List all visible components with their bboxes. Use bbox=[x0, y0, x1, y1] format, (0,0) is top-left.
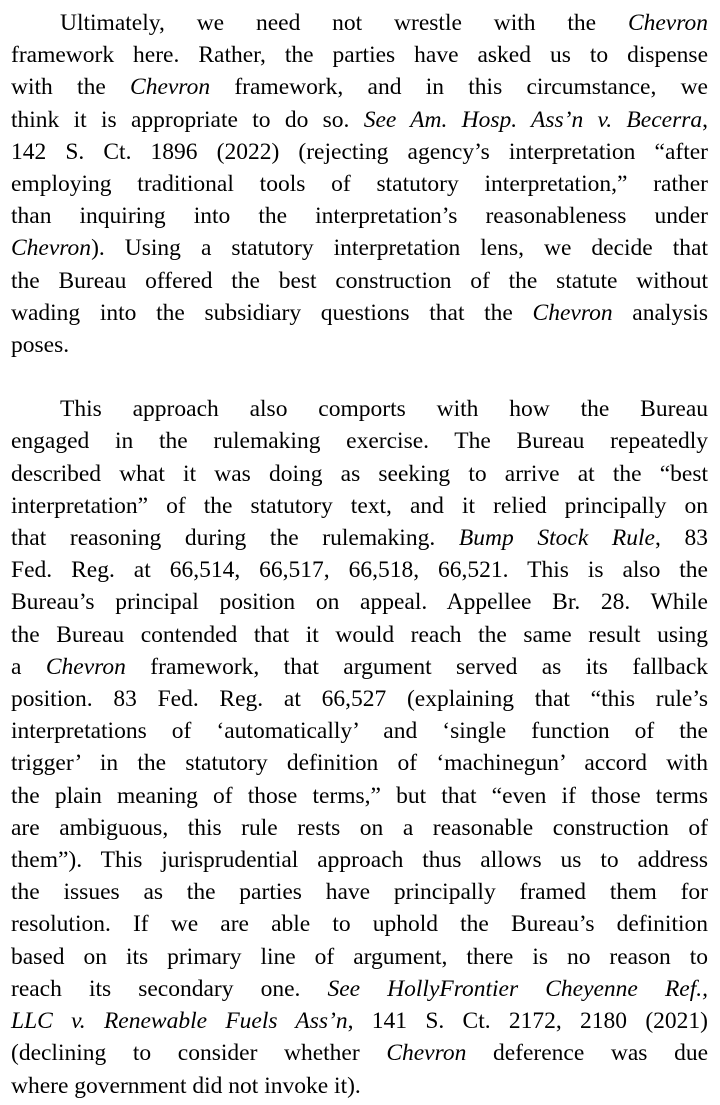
body-text: Bureau’s principal position on appeal. Appellee Br. 28. While bbox=[11, 589, 708, 616]
text-line bbox=[11, 1037, 708, 1069]
body-text: than inquiring into the interpretation’s reasonableness under bbox=[11, 203, 708, 230]
body-text: think it is appropriate to do so. bbox=[11, 106, 364, 133]
body-text: a bbox=[11, 653, 46, 680]
body-text: framework, and in this circumstance, we bbox=[210, 74, 708, 101]
italic-citation-text: LLC v. Renewable Fuels Ass’n bbox=[11, 1008, 348, 1035]
text-line bbox=[11, 683, 708, 715]
italic-citation-text: Chevron bbox=[627, 10, 708, 36]
text-line bbox=[11, 265, 708, 297]
italic-citation-text: Bump Stock Rule bbox=[458, 525, 655, 552]
body-text: that reasoning during the rulemaking. bbox=[11, 525, 459, 552]
body-text: the Bureau contended that it would reach the same result using bbox=[11, 621, 708, 648]
text-line bbox=[11, 168, 708, 200]
text-line bbox=[11, 104, 708, 136]
italic-citation-text: See Am. Hosp. Ass’n v. Becerra bbox=[363, 106, 703, 133]
body-text: , 141 S. Ct. 2172, 2180 (2021) bbox=[347, 1008, 708, 1035]
body-text: deference was due bbox=[466, 1040, 708, 1067]
body-text: , bbox=[702, 106, 708, 133]
italic-citation-text: See HollyFrontier Cheyenne Ref., bbox=[327, 975, 709, 1002]
text-line bbox=[11, 973, 708, 1005]
text-line bbox=[11, 297, 708, 329]
body-text: interpretation” of the statutory text, and it relied principally on bbox=[11, 492, 708, 519]
body-text: 142 S. Ct. 1896 (2022) (rejecting agency’s interpretation “after bbox=[11, 138, 708, 165]
text-line bbox=[11, 200, 708, 232]
italic-citation-text: Chevron bbox=[11, 235, 92, 262]
body-text: framework here. Rather, the parties have asked us to dispense bbox=[11, 42, 708, 69]
italic-citation-text: Chevron bbox=[386, 1040, 467, 1067]
body-text: wading into the subsidiary questions that the bbox=[11, 299, 533, 326]
text-line bbox=[11, 876, 708, 908]
body-text: Ultimately, we need not wrestle with the bbox=[60, 10, 628, 36]
body-text: analysis bbox=[612, 299, 708, 326]
body-text: trigger’ in the statutory definition of ‘machinegun’ accord with bbox=[11, 750, 708, 777]
body-text: This approach also comports with how the Bureau bbox=[60, 396, 708, 423]
document-page bbox=[11, 7, 708, 1102]
body-text: Fed. Reg. at 66,514, 66,517, 66,518, 66,521. This is also the bbox=[11, 557, 708, 584]
text-line bbox=[11, 1070, 708, 1102]
text-line bbox=[11, 747, 708, 779]
paragraph-2 bbox=[11, 393, 708, 1101]
body-text: resolution. If we are able to uphold the Bureau’s definition bbox=[11, 911, 708, 938]
body-text: them”). This jurisprudential approach thus allows us to address bbox=[11, 847, 708, 874]
text-line bbox=[11, 586, 708, 618]
body-text: , 83 bbox=[654, 525, 709, 552]
text-line bbox=[11, 908, 708, 940]
text-line bbox=[11, 393, 708, 425]
italic-citation-text: Chevron bbox=[130, 74, 211, 101]
text-line bbox=[11, 651, 708, 683]
body-text: the issues as the parties have principally framed them for bbox=[11, 879, 708, 906]
text-line bbox=[11, 619, 708, 651]
text-line bbox=[11, 71, 708, 103]
body-text: ). Using a statutory interpretation lens, we decide that bbox=[91, 235, 708, 262]
text-line bbox=[11, 941, 708, 973]
body-text: employing traditional tools of statutory interpretation,” rather bbox=[11, 171, 708, 198]
text-line bbox=[11, 780, 708, 812]
body-text: reach its secondary one. bbox=[11, 975, 328, 1002]
text-line bbox=[11, 715, 708, 747]
text-line bbox=[11, 136, 708, 168]
body-text: are ambiguous, this rule rests on a reasonable construction of bbox=[11, 814, 708, 841]
body-text: position. 83 Fed. Reg. at 66,527 (explaining that “this rule’s bbox=[11, 686, 708, 713]
body-text: based on its primary line of argument, there is no reason to bbox=[11, 943, 708, 970]
text-line bbox=[11, 39, 708, 71]
text-line bbox=[11, 844, 708, 876]
body-text: with the bbox=[11, 74, 131, 101]
text-line bbox=[11, 522, 708, 554]
text-line bbox=[11, 812, 708, 844]
body-text: where government did not invoke it). bbox=[11, 1072, 361, 1099]
body-text: (declining to consider whether bbox=[11, 1040, 387, 1067]
text-line bbox=[11, 329, 708, 361]
body-text: framework, that argument served as its fallback bbox=[125, 653, 709, 680]
text-line bbox=[11, 490, 708, 522]
text-line bbox=[11, 425, 708, 457]
text-line bbox=[11, 1005, 708, 1037]
italic-citation-text: Chevron bbox=[45, 653, 126, 680]
italic-citation-text: Chevron bbox=[532, 299, 613, 326]
text-line bbox=[11, 232, 708, 264]
text-line bbox=[11, 7, 708, 39]
body-text: interpretations of ‘automatically’ and ‘single function of the bbox=[11, 718, 708, 745]
text-line bbox=[11, 554, 708, 586]
body-text: described what it was doing as seeking to arrive at the “best bbox=[11, 460, 708, 487]
body-text: the plain meaning of those terms,” but that “even if those terms bbox=[11, 782, 708, 809]
text-line bbox=[11, 458, 708, 490]
paragraph-1 bbox=[11, 7, 708, 361]
body-text: poses. bbox=[11, 332, 70, 359]
body-text: the Bureau offered the best construction of the statute without bbox=[11, 267, 708, 294]
body-text: engaged in the rulemaking exercise. The Bureau repeatedly bbox=[11, 428, 708, 455]
